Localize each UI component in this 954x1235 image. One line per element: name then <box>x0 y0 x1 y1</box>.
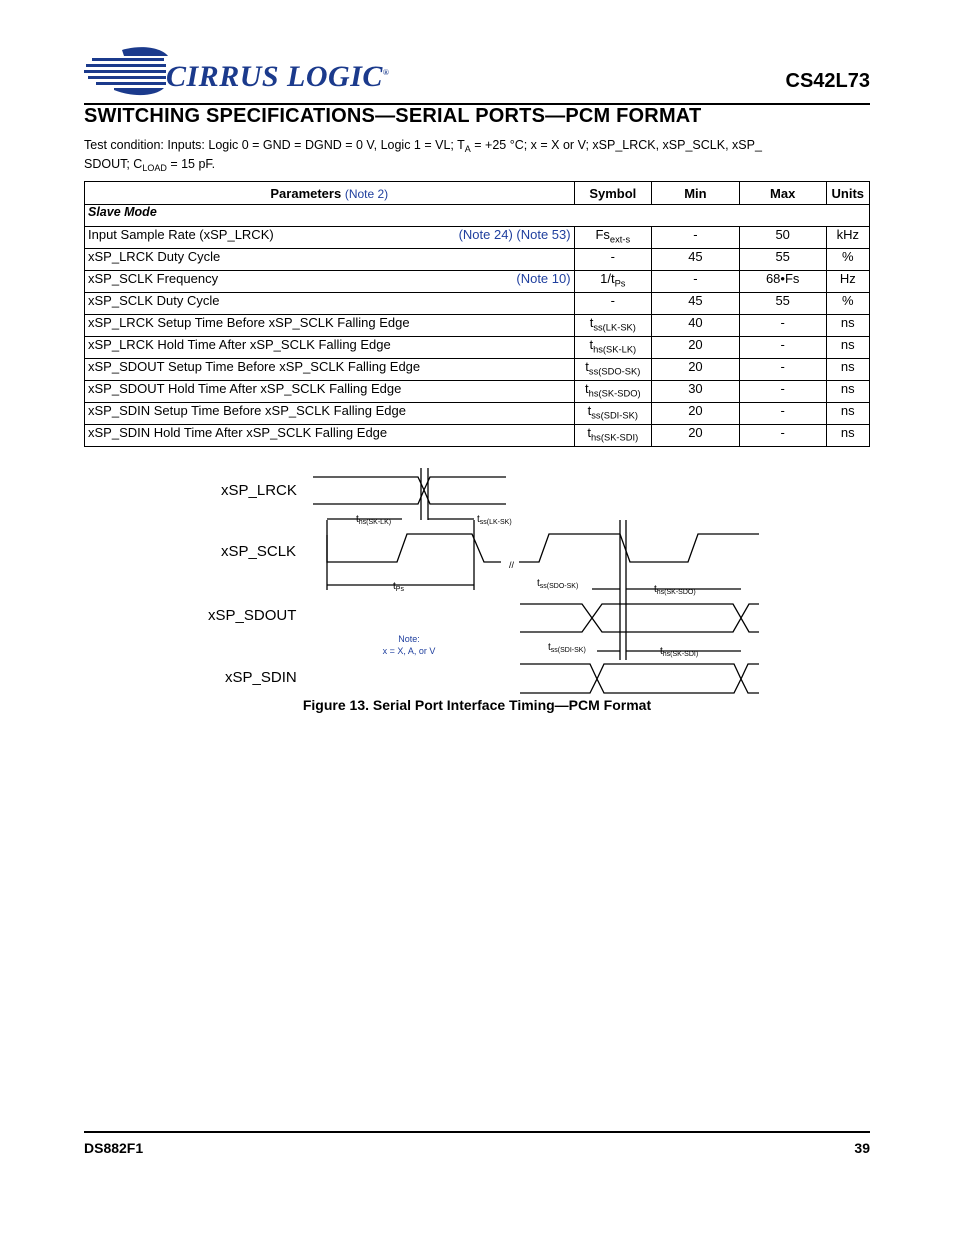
table-row <box>85 227 870 249</box>
cell-min: 20 <box>652 403 740 425</box>
part-number: CS42L73 <box>785 70 870 92</box>
cell-symbol: $t_{hs(SK-LK)}$ <box>574 337 651 359</box>
table-row <box>85 381 870 403</box>
break-mark: // <box>509 560 515 570</box>
cell-parameter: xSP_SDIN Hold Time After xSP_SCLK Falling Edge <box>85 425 575 447</box>
spec-table <box>84 181 870 447</box>
mode-row <box>85 205 870 227</box>
cell-symbol: $t_{hs(SK-SDI)}$ <box>574 425 651 447</box>
header-min: Min <box>652 182 740 205</box>
cell-units: kHz <box>826 227 869 249</box>
cell-max: 55 <box>739 249 826 271</box>
table-row <box>85 315 870 337</box>
diagram-note-title: Note: <box>398 634 420 644</box>
cell-units: ns <box>826 359 869 381</box>
cell-parameter: xSP_SCLK Duty Cycle <box>85 293 575 315</box>
cell-parameter: xSP_LRCK Duty Cycle <box>85 249 575 271</box>
cell-units: ns <box>826 403 869 425</box>
document-id: DS882F1 <box>84 1140 144 1156</box>
cell-units: ns <box>826 425 869 447</box>
cell-parameter: xSP_SDOUT Setup Time Before xSP_SCLK Falling Edge <box>85 359 575 381</box>
signal-label-sdin: xSP_SDIN <box>225 669 297 686</box>
cell-parameter: xSP_SDOUT Hold Time After xSP_SCLK Falling Edge <box>85 381 575 403</box>
waveform-sdout <box>520 604 759 632</box>
test-condition: Test condition: Inputs: Logic 0 = GND = DGND = 0 V, Logic 1 = VL; $T_A = +25$ °C; x = X or V; xSP_LRCK, xSP_SCLK, xSP_ SDOUT; $C_{LOAD} = 15$ pF. <box>84 138 762 174</box>
cell-units: % <box>826 293 869 315</box>
label-t-hs-sk-lk: $t_{hs(SK-LK)}$ <box>356 514 392 526</box>
cell-symbol: $Fs_{ext-s}$ <box>574 227 651 249</box>
table-row <box>85 337 870 359</box>
cell-parameter: (Note 24) (Note 53) Input Sample Rate (xSP_LRCK) <box>85 227 575 249</box>
label-t-hs-sk-sdo: $t_{hs(SK-SDO)}$ <box>654 584 696 596</box>
table-row <box>85 249 870 271</box>
cell-note-link[interactable]: (Note 24) (Note 53) <box>458 227 571 242</box>
cell-min: 20 <box>652 359 740 381</box>
footer-divider <box>84 1131 870 1133</box>
cell-min: - <box>652 271 740 293</box>
cell-max: - <box>739 359 826 381</box>
label-t-ss-sdi-sk: $t_{ss(SDI-SK)}$ <box>548 642 586 654</box>
cell-parameter: xSP_SDIN Setup Time Before xSP_SCLK Falling Edge <box>85 403 575 425</box>
cell-min: - <box>652 227 740 249</box>
header-symbol: Symbol <box>574 182 651 205</box>
label-t-ss-lk-sk: $t_{ss(LK-SK)}$ <box>477 514 512 526</box>
cell-note-link[interactable]: (Note 10) <box>516 271 571 286</box>
header-max: Max <box>739 182 826 205</box>
cell-min: 20 <box>652 337 740 359</box>
waveform-lrck <box>313 477 506 504</box>
cell-symbol: $t_{ss(SDI-SK)}$ <box>574 403 651 425</box>
cell-min: 40 <box>652 315 740 337</box>
figure-caption: Figure 13. Serial Port Interface Timing—PCM Format <box>302 697 652 713</box>
header-parameters: Parameters (Note 2) <box>85 182 575 205</box>
table-header-row <box>85 182 870 205</box>
cell-min: 20 <box>652 425 740 447</box>
table-row <box>85 425 870 447</box>
signal-label-sclk: xSP_SCLK <box>221 543 297 560</box>
label-t-ps: $t_{Ps}$ <box>393 581 404 593</box>
cell-symbol: $1/t_{Ps}$ <box>574 271 651 293</box>
label-t-ss-sdo-sk: $t_{ss(SDO-SK)}$ <box>537 578 579 590</box>
section-title: SWITCHING SPECIFICATIONS—SERIAL PORTS—PCM FORMAT <box>84 105 702 127</box>
cell-units: ns <box>826 315 869 337</box>
page-number: 39 <box>854 1140 870 1156</box>
diagram-note-body: x = X, A, or V <box>382 646 436 656</box>
cell-min: 45 <box>652 293 740 315</box>
cell-parameter: (Note 10) xSP_SCLK Frequency <box>85 271 575 293</box>
cell-symbol: $t_{ss(LK-SK)}$ <box>574 315 651 337</box>
cell-symbol: $t_{ss(SDO-SK)}$ <box>574 359 651 381</box>
cell-units: % <box>826 249 869 271</box>
cell-max: 55 <box>739 293 826 315</box>
table-row <box>85 271 870 293</box>
cell-parameter: xSP_LRCK Setup Time Before xSP_SCLK Falling Edge <box>85 315 575 337</box>
cell-units: ns <box>826 337 869 359</box>
waveform-sdin <box>520 664 759 693</box>
cell-max: 68•Fs <box>739 271 826 293</box>
cell-max: - <box>739 403 826 425</box>
timing-diagram <box>200 460 770 700</box>
table-row <box>85 359 870 381</box>
cell-symbol: - <box>574 293 651 315</box>
cell-symbol: - <box>574 249 651 271</box>
cell-min: 30 <box>652 381 740 403</box>
table-row <box>85 403 870 425</box>
signal-label-sdout: xSP_SDOUT <box>208 607 297 624</box>
waveform-sclk <box>327 534 759 562</box>
cell-parameter: xSP_LRCK Hold Time After xSP_SCLK Falling Edge <box>85 337 575 359</box>
cell-max: - <box>739 425 826 447</box>
cell-max: - <box>739 337 826 359</box>
cell-max: - <box>739 381 826 403</box>
signal-label-lrck: xSP_LRCK <box>221 482 297 499</box>
mode-label: Slave Mode <box>85 205 870 227</box>
label-t-hs-sk-sdi: $t_{hs(SK-SDI)}$ <box>660 646 699 658</box>
brand-name: CIRRUS LOGIC® <box>166 60 390 93</box>
cell-max: - <box>739 315 826 337</box>
table-row <box>85 293 870 315</box>
cell-min: 45 <box>652 249 740 271</box>
cell-symbol: $t_{hs(SK-SDO)}$ <box>574 381 651 403</box>
header-units: Units <box>826 182 869 205</box>
cell-max: 50 <box>739 227 826 249</box>
cell-units: ns <box>826 381 869 403</box>
cell-units: Hz <box>826 271 869 293</box>
